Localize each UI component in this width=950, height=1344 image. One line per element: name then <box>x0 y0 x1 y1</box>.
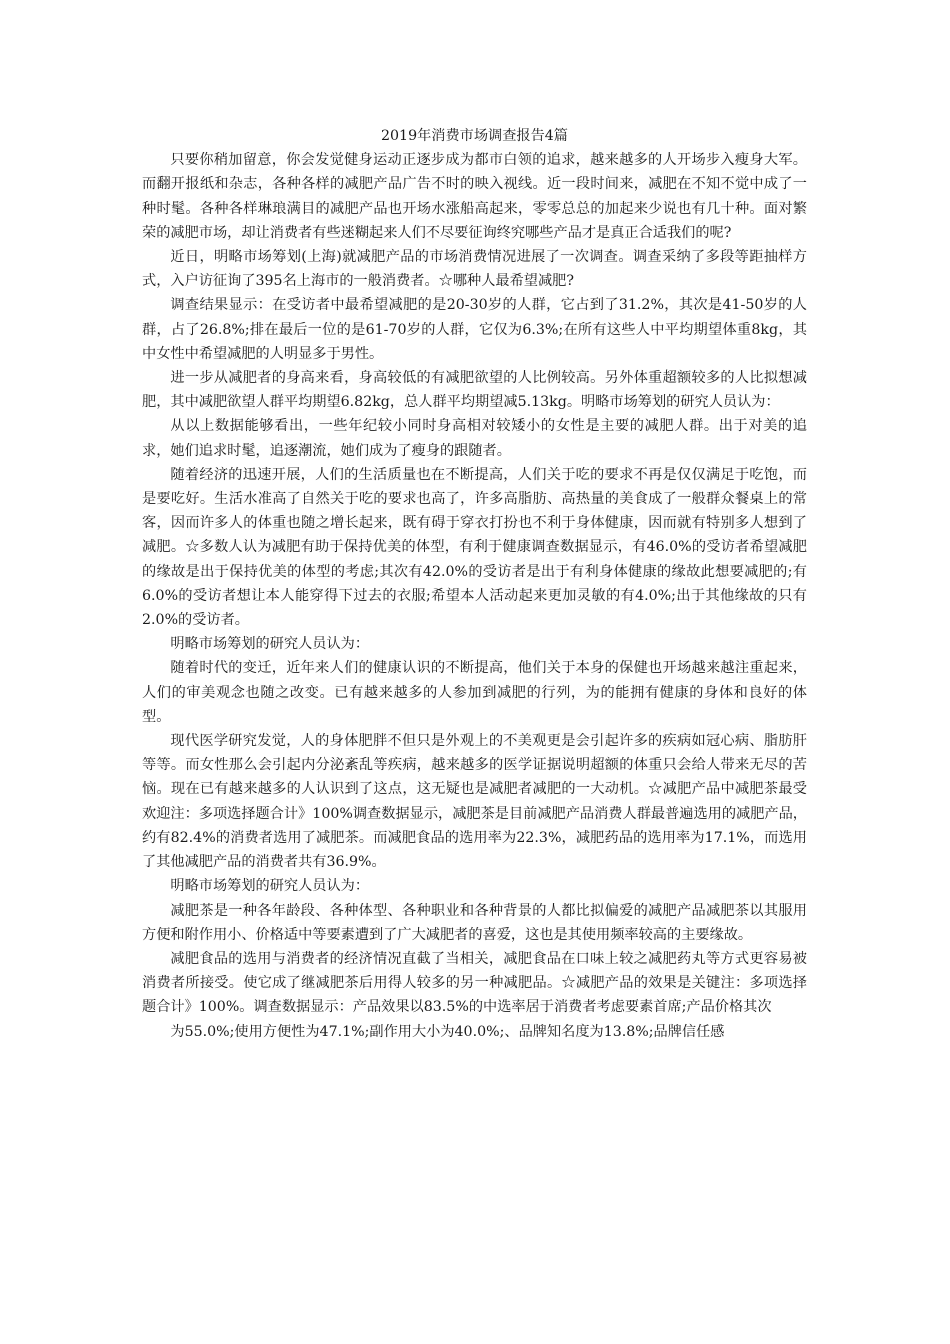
paragraph-height-results: 进一步从减肥者的身高来看，身高较低的有减肥欲望的人比例较高。另外体重超额较多的人比拟想减肥，其中减肥欲望人群平均期望6.82kg，总人群平均期望减5.13kg。明略市场筹划的研究人员认为： <box>142 370 807 411</box>
paragraph-slimming-tea: 减肥茶是一种各年龄段、各种体型、各种职业和各种背景的人都比拟偏爱的减肥产品减肥茶以其服用方便和附作用小、价格适中等要素遭到了广大减肥者的喜爱，这也是其使用频率较高的主要缘故。 <box>142 902 807 943</box>
paragraph-main-group: 从以上数据能够看出，一些年纪较小同时身高相对较矮小的女性是主要的减肥人群。出于对美的追求，她们追求时髦，追逐潮流，她们成为了瘦身的跟随者。 <box>142 418 807 459</box>
paragraph-researcher-note-2: 明略市场筹划的研究人员认为： <box>170 878 370 895</box>
document-page <box>142 124 807 1044</box>
paragraph-intro: 只要你稍加留意，你会发觉健身运动正逐步成为都市白领的追求，越来越多的人开场步入瘦身大军。而翻开报纸和杂志，各种各样的减肥产品广告不时的映入视线。近一段时间来，减肥在不知不觉中成了一种时髦。各种各样琳琅满目的减肥产品也开场水涨船高起来，零零总总的加起来少说也有几十种。面对繁荣的减肥市场，却让消费者有些迷糊起来人们不尽要征询终究哪些产品才是真正合适我们的呢? <box>142 152 807 241</box>
paragraph-researcher-note-1: 明略市场筹划的研究人员认为： <box>170 636 370 653</box>
paragraph-age-results: 调查结果显示：在受访者中最希望减肥的是20-30岁的人群，它占到了31.2%，其次是41-50岁的人群，占了26.8%;排在最后一位的是61-70岁的人群，它仅为6.3%;在所有这些人中平均期望体重8kg，其中女性中希望减肥的人明显多于男性。 <box>142 297 807 362</box>
paragraph-survey-method: 近日，明略市场筹划(上海)就减肥产品的市场消费情况进展了一次调查。调查采纳了多段等距抽样方式，入户访征询了395名上海市的一般消费者。☆哪种人最希望减肥? <box>142 249 807 290</box>
paragraph-slimming-food: 减肥食品的选用与消费者的经济情况直截了当相关，减肥食品在口味上较之减肥药丸等方式更容易被消费者所接受。使它成了继减肥茶后用得人较多的另一种减肥品。☆减肥产品的效果是关键注：多项选择题合计》100%。调查数据显示：产品效果以83.5%的中选率居于消费者考虑要素首席;产品价格其次 <box>142 950 807 1016</box>
paragraph-reasons: 随着经济的迅速开展，人们的生活质量也在不断提高，人们关于吃的要求不再是仅仅满足于吃饱，而是要吃好。生活水准高了自然关于吃的要求也高了，许多高脂肪、高热量的美食成了一般群众餐桌上的常客，因而许多人的体重也随之增长起来，既有碍于穿衣打扮也不利于身体健康，因而就有特别多人想到了减肥。☆多数人认为减肥有助于保持优美的体型，有利于健康调查数据显示，有46.0%的受访者希望减肥的缘故是出于保持优美的体型的考虑;其次有42.0%的受访者是出于有利身体健康的缘故此想要减肥的;有6.0%的受访者想让本人能穿得下过去的衣服;希望本人活动起来更加灵敏的有4.0%;出于其他缘故的只有2.0%的受访者。 <box>142 466 807 629</box>
paragraph-medical-research: 现代医学研究发觉，人的身体肥胖不但只是外观上的不美观更是会引起许多的疾病如冠心病、脂肪肝等等。而女性那么会引起内分泌紊乱等疾病，越来越多的医学证据说明超额的体重只会给人带来无尽的苦恼。现在已有越来越多的人认识到了这点，这无疑也是减肥者减肥的一大动机。☆减肥产品中减肥茶最受欢迎注：多项选择题合计》100%调查数据显示，减肥茶是目前减肥产品消费人群最普遍选用的减肥产品，约有82.4%的消费者选用了减肥茶。而减肥食品的选用率为22.3%，减肥药品的选用率为17.1%，而选用了其他减肥产品的消费者共有36.9%。 <box>142 733 807 871</box>
paragraph-factors: 为55.0%;使用方便性为47.1%;副作用大小为40.0%;、品牌知名度为13.8%;品牌信任感 <box>170 1023 725 1040</box>
paragraph-health-awareness: 随着时代的变迁，近年来人们的健康认识的不断提高，他们关于本身的保健也开场越来越注重起来，人们的审美观念也随之改变。已有越来越多的人参加到减肥的行列，为的能拥有健康的身体和良好的体型。 <box>142 660 807 725</box>
document-title: 2019年消费市场调查报告4篇 <box>380 128 568 144</box>
